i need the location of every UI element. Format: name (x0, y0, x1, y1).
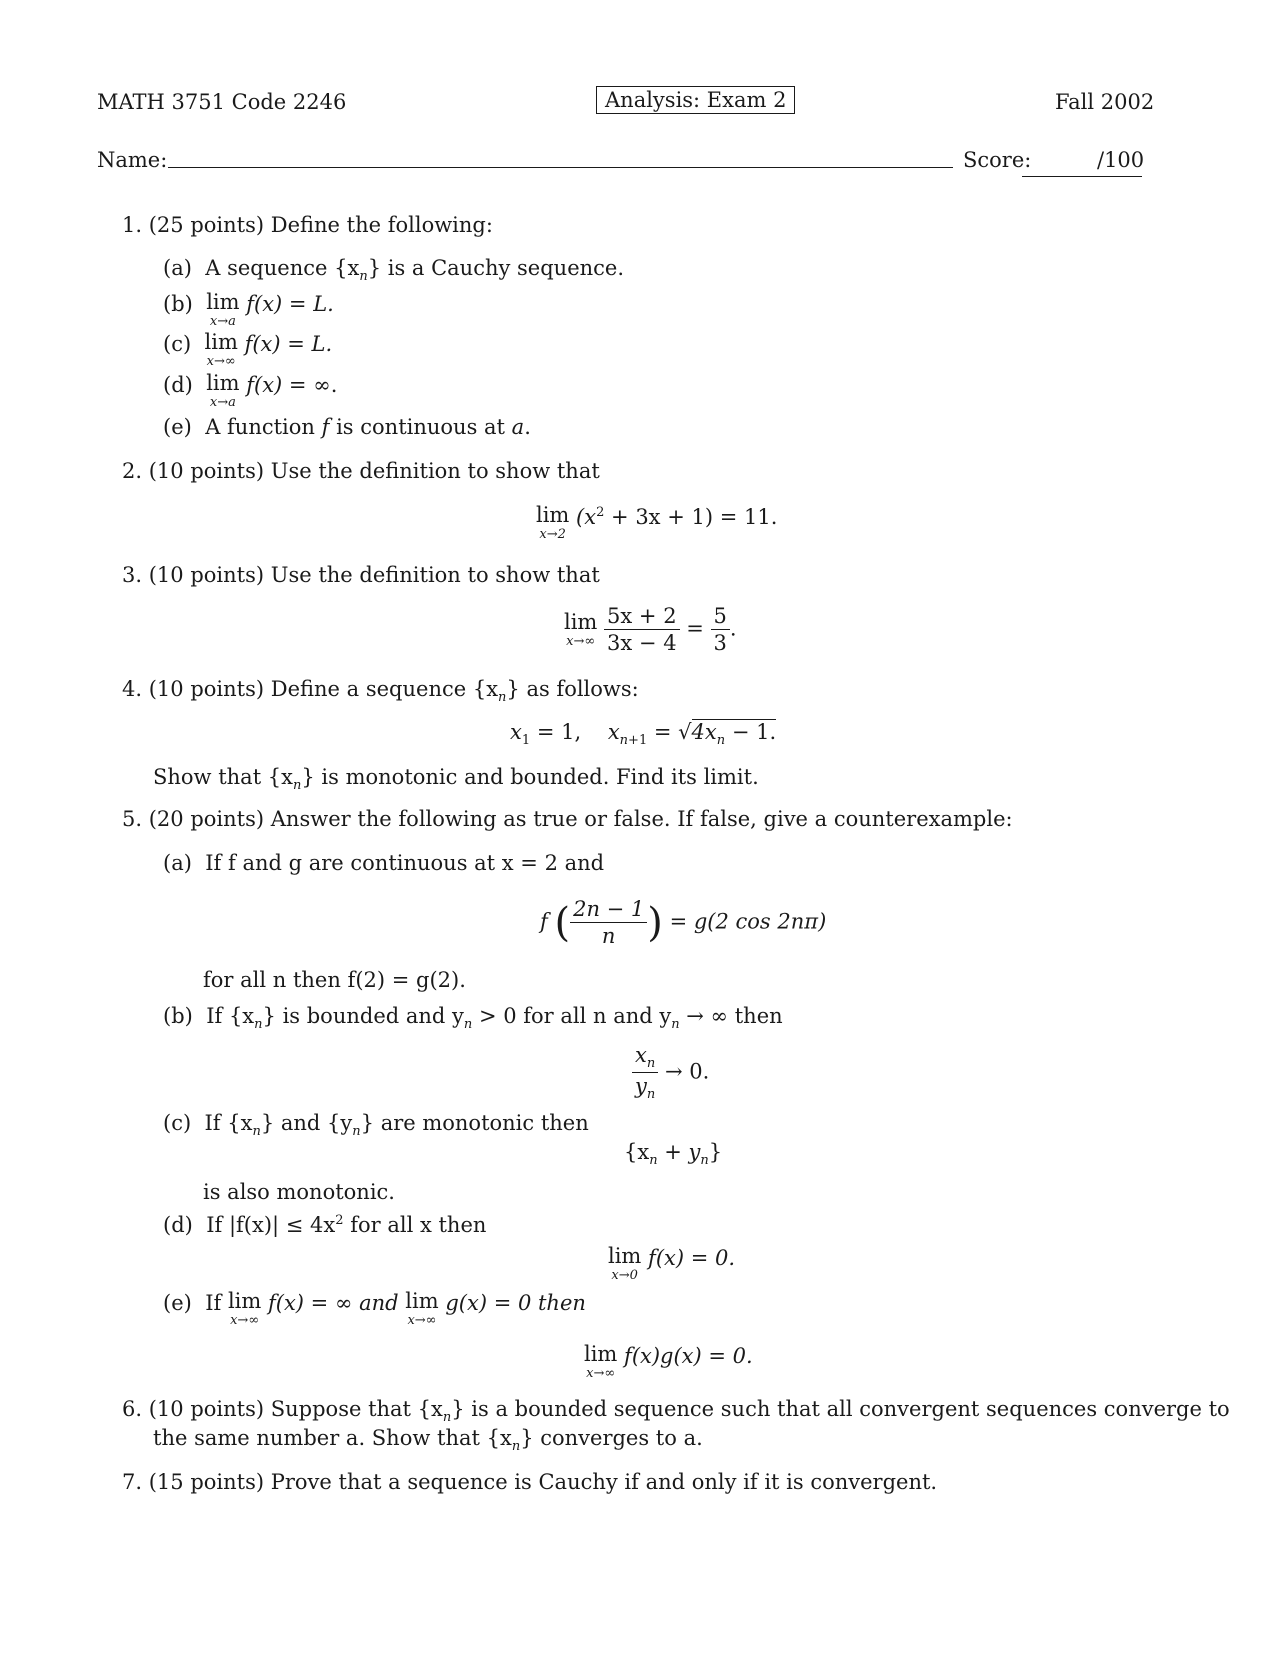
q5-a-formula: f ( $\frac{2n - 1}{n}$ ) = g(2 cos 2nπ) (540, 897, 827, 949)
q5-d: (d) If $|f(x)| \le 4x^2$ for all x then (163, 1213, 487, 1237)
name-label: Name: (97, 148, 168, 172)
q3-formula: lim x→∞ $\frac{5x + 2}{3x - 4}$ = $\frac{5}{3}$ . (564, 604, 737, 656)
q1-e: (e) A function f is continuous at a. (163, 415, 531, 439)
q2-header: 2. (10 points) Use the definition to show that (122, 459, 600, 483)
q5-e: (e) If lim x→∞ f(x) = ∞ and lim x→∞ g(x) = 0 then (163, 1289, 586, 1328)
exam-title (596, 88, 795, 112)
score-line (1022, 176, 1142, 177)
name-line (168, 167, 953, 168)
q5-e-formula: lim x→∞ f(x)g(x) = 0. (584, 1342, 753, 1381)
q1-a: (a) A sequence $\{x_n\}$ is a Cauchy sequence. (163, 256, 625, 285)
q1-header: 1. (25 points) Define the following: (122, 213, 493, 237)
q3-header: 3. (10 points) Use the definition to show that (122, 563, 600, 587)
q7: 7. (15 points) Prove that a sequence is Cauchy if and only if it is convergent. (122, 1470, 938, 1494)
q5-b: (b) If $\{x_n\}$ is bounded and $y_n > 0$ for all n and $y_n$ → ∞ then (163, 1004, 783, 1033)
q5-a-after: for all n then f(2) = g(2). (203, 968, 466, 992)
q5-c-after: is also monotonic. (203, 1180, 395, 1204)
term: Fall 2002 (1055, 90, 1155, 114)
q5-header: 5. (20 points) Answer the following as true or false. If false, give a counterexample: (122, 807, 1013, 831)
q6-line1: 6. (10 points) Suppose that $\{x_n\}$ is a bounded sequence such that all convergent sequences converge to (122, 1397, 1230, 1426)
q2-formula: lim x→2 $(x^2 + 3x + 1) = 11$. (536, 503, 778, 542)
q5-c: (c) If $\{x_n\}$ and $\{y_n\}$ are monotonic then (163, 1111, 589, 1140)
q4-header: 4. (10 points) Define a sequence $\{x_n\}$ as follows: (122, 677, 639, 706)
score-total: /100 (1097, 148, 1145, 172)
q5-c-formula: $\{x_n + y_n\}$ (624, 1140, 723, 1169)
q6-line2: the same number a. Show that $\{x_n\}$ converges to a. (153, 1426, 703, 1455)
q4-formula: $x_1 = 1$, $x_{n+1} = √4x_n - 1$. (510, 720, 777, 749)
q5-b-formula: $\frac{x_n}{y_n}$ → 0. (632, 1042, 709, 1104)
q1-c: (c) lim x→∞ f(x) = L. (163, 330, 333, 369)
q4-show: Show that $\{x_n\}$ is monotonic and bounded. Find its limit. (153, 765, 759, 794)
q1-b: (b) lim x→a f(x) = L. (163, 290, 334, 329)
q1-d: (d) lim x→a f(x) = ∞. (163, 371, 338, 410)
q5-d-formula: lim x→0 f(x) = 0. (608, 1244, 736, 1283)
q5-a: (a) If f and g are continuous at x = 2 and (163, 851, 605, 875)
exam-title-text: Analysis: Exam 2 (596, 86, 795, 114)
score-label: Score: (963, 148, 1032, 172)
course-code: MATH 3751 Code 2246 (97, 90, 347, 114)
